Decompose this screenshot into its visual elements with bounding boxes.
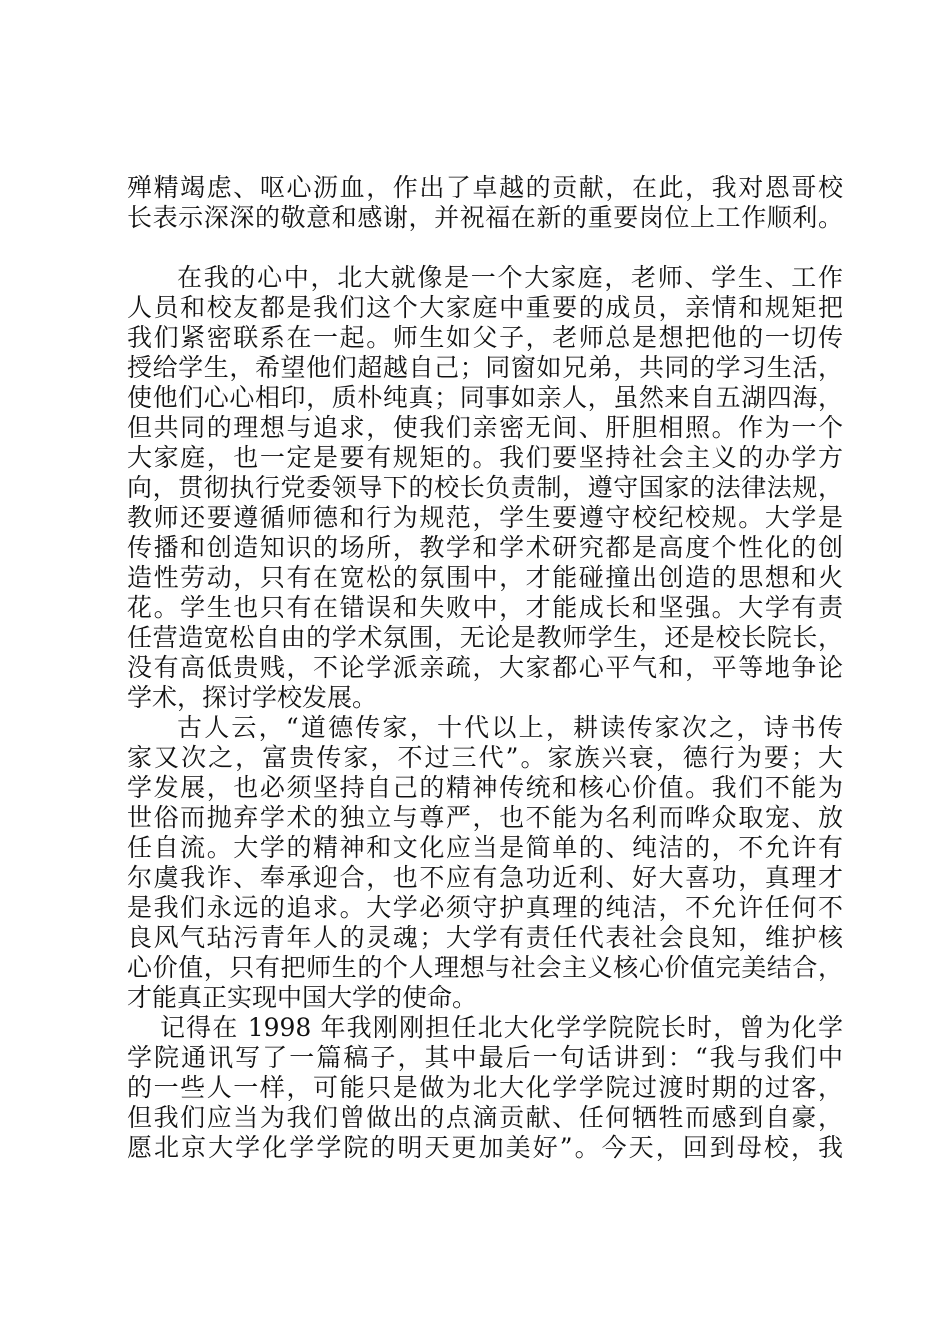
text-line: 长表示深深的敬意和感谢，并祝福在新的重要岗位上工作顺利。 — [127, 203, 843, 232]
text-line: 但我们应当为我们曾做出的点滴贡献、任何牺牲而感到自豪， — [127, 1103, 843, 1132]
text-line: 造性劳动，只有在宽松的氛围中，才能碰撞出创造的思想和火 — [127, 563, 843, 592]
text-line: 使他们心心相印，质朴纯真；同事如亲人，虽然来自五湖四海， — [127, 383, 843, 412]
text-line: 花。学生也只有在错误和失败中，才能成长和坚强。大学有责 — [127, 593, 843, 622]
text-line: 是我们永远的追求。大学必须守护真理的纯洁，不允许任何不 — [127, 893, 843, 922]
text-line: 的一些人一样，可能只是做为北大化学学院过渡时期的过客， — [127, 1073, 843, 1102]
text-line: 我们紧密联系在一起。师生如父子，老师总是想把他的一切传 — [127, 323, 843, 352]
text-line: 心价值，只有把师生的个人理想与社会主义核心价值完美结合， — [127, 953, 843, 982]
text-line: 愿北京大学化学学院的明天更加美好”。今天，回到母校，我 — [127, 1133, 843, 1162]
text-line: 但共同的理想与追求，使我们亲密无间、肝胆相照。作为一个 — [127, 413, 843, 442]
text-line: 学发展，也必须坚持自己的精神传统和核心价值。我们不能为 — [127, 773, 843, 802]
text-line: 任营造宽松自由的学术氛围，无论是教师学生，还是校长院长， — [127, 623, 843, 652]
text-line: 记得在 1998 年我刚刚担任北大化学学院院长时，曾为化学 — [160, 1013, 843, 1042]
text-line: 人员和校友都是我们这个大家庭中重要的成员，亲情和规矩把 — [127, 293, 843, 322]
text-line: 在我的心中，北大就像是一个大家庭，老师、学生、工作 — [177, 263, 843, 292]
text-line: 教师还要遵循师德和行为规范，学生要遵守校纪校规。大学是 — [127, 503, 843, 532]
text-line: 尔虞我诈、奉承迎合，也不应有急功近利、好大喜功，真理才 — [127, 863, 843, 892]
text-line: 学院通讯写了一篇稿子，其中最后一句话讲到：“我与我们中 — [127, 1043, 843, 1072]
text-line: 授给学生，希望他们超越自己；同窗如兄弟，共同的学习生活， — [127, 353, 843, 382]
text-line: 向，贯彻执行党委领导下的校长负责制，遵守国家的法律法规， — [127, 473, 843, 502]
text-line: 殚精竭虑、呕心沥血，作出了卓越的贡献，在此，我对恩哥校 — [127, 173, 843, 202]
text-line: 才能真正实现中国大学的使命。 — [127, 983, 478, 1012]
text-line: 良风气玷污青年人的灵魂；大学有责任代表社会良知，维护核 — [127, 923, 843, 952]
paragraph-3 — [127, 713, 843, 1013]
text-line: 古人云，“道德传家，十代以上，耕读传家次之，诗书传 — [177, 713, 843, 742]
text-line: 学术，探讨学校发展。 — [127, 683, 378, 712]
text-line: 没有高低贵贱，不论学派亲疏，大家都心平气和，平等地争论 — [127, 653, 843, 682]
paragraph-4 — [127, 1013, 843, 1163]
text-line: 大家庭，也一定是要有规矩的。我们要坚持社会主义的办学方 — [127, 443, 843, 472]
text-line: 家又次之，富贵传家，不过三代”。家族兴衰，德行为要；大 — [127, 743, 843, 772]
text-line: 任自流。大学的精神和文化应当是简单的、纯洁的，不允许有 — [127, 833, 843, 862]
text-line: 世俗而抛弃学术的独立与尊严，也不能为名利而哗众取宠、放 — [127, 803, 843, 832]
paragraph-1 — [127, 173, 843, 233]
paragraph-2 — [127, 263, 843, 713]
text-line: 传播和创造知识的场所，教学和学术研究都是高度个性化的创 — [127, 533, 843, 562]
